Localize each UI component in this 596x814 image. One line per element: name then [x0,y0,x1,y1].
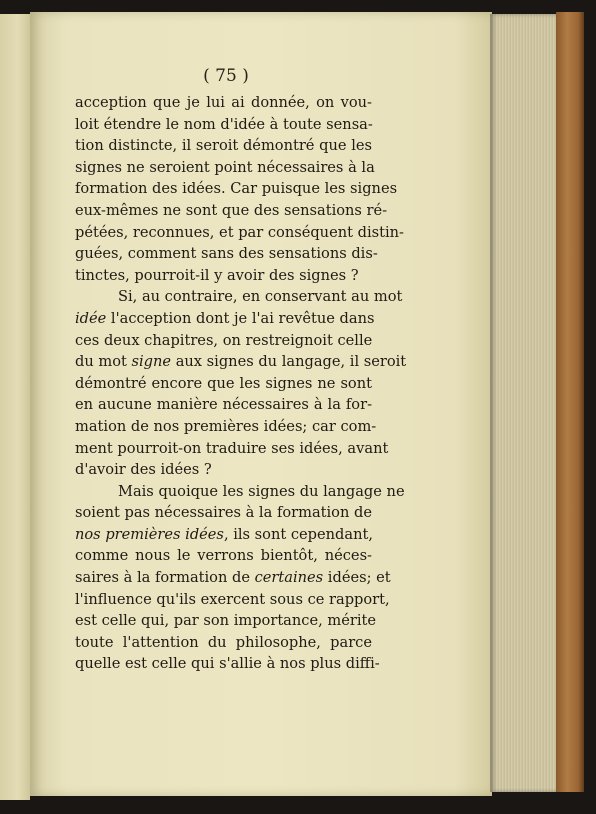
italic-run: nos premières idées [75,525,224,543]
text-run: aux signes du langage, il seroit [171,353,407,371]
text-line: est celle qui, par son importance, mérite [75,612,376,630]
text-line [75,308,375,330]
text-line: eux-mêmes ne sont que des sensations ré- [75,201,388,219]
text-line: quelle est celle qui s'allie à nos plus diffi- [75,655,380,673]
text-line [75,524,372,546]
text-run: l'acception dont je l'ai revêtue dans [106,309,375,327]
facing-page-edge [0,14,30,800]
text-line: ment pourroit-on traduire ses idées, avant [75,439,389,457]
text-line: l'influence qu'ils exercent sous ce rapport, [75,590,390,608]
italic-run: signe [131,353,172,371]
italic-run: certaines [254,569,324,587]
text-line: démontré encore que les signes ne sont [75,374,372,392]
text-line: acception que je lui ai donnée, on vou- [75,94,372,111]
text-line: pétées, reconnues, et par conséquent distin- [75,223,404,241]
text-line: tinctes, pourroit-il y avoir des signes ? [75,266,359,284]
italic-run: idée [75,309,107,327]
text-run: du mot [75,353,132,371]
text-line: ces deux chapitres, on restreignoit celle [75,331,373,349]
text-line: soient pas nécessaires à la formation de [75,504,372,522]
text-line [75,567,391,589]
text-line: guées, comment sans des sensations dis- [75,245,378,263]
page-text [75,92,407,675]
text-line: mation de nos premières idées; car com- [75,417,377,435]
page-edges [490,14,560,792]
page-number: ( 75 ) [203,66,249,86]
text-line: formation des idées. Car puisque les signes [75,180,398,198]
paragraph-start-line: Mais quoique les signes du langage ne [118,482,405,500]
text-line: comme nous le verrons bientôt, néces- [75,547,372,565]
book-cover [556,12,584,792]
text-line: signes ne seroient point nécessaires à la [75,158,375,176]
text-run: , ils sont cependant, [223,525,373,543]
text-line: tion distincte, il seroit démontré que les [75,137,372,155]
text-line: d'avoir des idées ? [75,461,212,479]
text-line [75,351,407,373]
paragraph-start-line: Si, au contraire, en conservant au mot [118,288,403,306]
text-run: saires à la formation de [75,569,255,587]
text-line: toute l'attention du philosophe, parce [75,633,372,651]
text-line: en aucune manière nécessaires à la for- [75,396,372,414]
text-run: idées; et [323,569,391,587]
text-line: loit étendre le nom d'idée à toute sensa- [75,115,373,133]
